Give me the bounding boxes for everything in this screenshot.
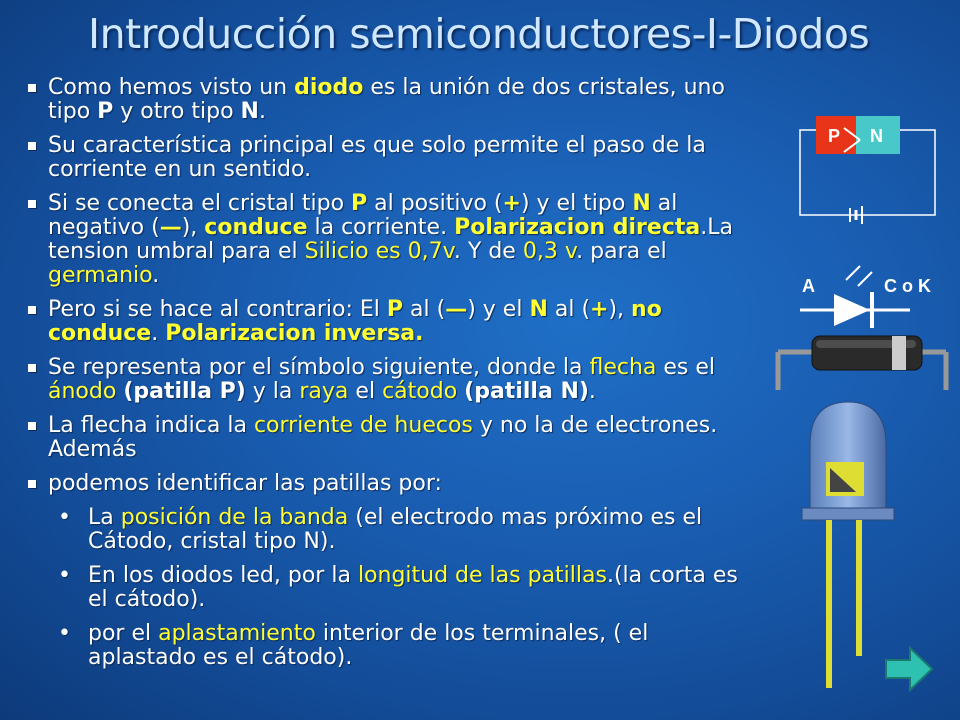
bullet-item — [24, 134, 744, 182]
highlight-text: Polarizacion inversa. — [165, 321, 424, 346]
text-run: podemos identificar las patillas por: — [48, 471, 442, 496]
n-label: N — [870, 126, 883, 146]
text-run: el — [348, 379, 383, 404]
highlight-text: Silicio es 0,7v — [304, 239, 454, 264]
highlight-text: + — [590, 297, 609, 322]
bullet-item — [24, 414, 744, 462]
bullet-item — [24, 356, 744, 404]
highlight-text: P — [386, 297, 404, 322]
highlight-text: P — [351, 191, 368, 216]
anode-label: A — [802, 276, 815, 296]
text-run: interior de los terminales, ( el aplastado es el cátodo). — [88, 621, 649, 670]
text-run: La flecha indica la — [48, 413, 254, 438]
highlight-text: diodo — [294, 75, 364, 100]
text-run: . para el — [576, 239, 667, 264]
dot-bullet-icon: • — [58, 505, 71, 530]
dot-bullet-icon: • — [58, 563, 71, 588]
text-run: . — [258, 99, 266, 124]
text-run: ), — [181, 215, 205, 240]
highlight-text: cátodo — [382, 379, 458, 404]
text-run: al ( — [547, 297, 591, 322]
pn-circuit-diagram — [800, 116, 935, 224]
bold-text: P — [97, 99, 114, 124]
square-bullet-icon — [28, 480, 36, 488]
square-bullet-icon — [28, 364, 36, 372]
dot-bullet-icon: • — [58, 621, 71, 646]
cathode-band — [892, 336, 906, 370]
highlight-text: 0,3 v — [522, 239, 577, 264]
bullet-item — [24, 298, 744, 346]
text-run: . — [151, 321, 166, 346]
sub-bullet-item — [24, 506, 744, 554]
highlight-text: ánodo — [48, 379, 117, 404]
highlight-text: posición de la banda — [120, 505, 349, 530]
axial-diode — [778, 336, 946, 390]
highlight-text: + — [502, 191, 521, 216]
bullet-item — [24, 192, 744, 288]
diode-triangle — [834, 294, 870, 326]
text-run: Si se conecta el cristal tipo — [48, 191, 352, 216]
text-run: ), — [608, 297, 632, 322]
highlight-text: corriente de huecos — [253, 413, 473, 438]
highlight-text: — — [445, 297, 468, 322]
text-run: (el electrodo mas próximo es el Cátodo, cristal tipo N). — [88, 505, 703, 554]
square-bullet-icon — [28, 142, 36, 150]
text-run: es la unión de dos cristales, uno tipo — [48, 75, 725, 124]
square-bullet-icon — [28, 422, 36, 430]
highlight-text: — — [159, 215, 182, 240]
highlight-text: N — [529, 297, 548, 322]
text-run: la corriente. — [307, 215, 455, 240]
text-run: al negativo ( — [48, 191, 678, 240]
text-run: .(la corta es el cátodo). — [88, 563, 738, 612]
text-run: Se representa por el símbolo siguiente, donde la — [48, 355, 590, 380]
highlight-text: flecha — [589, 355, 657, 380]
led-long-lead — [826, 520, 832, 688]
slide-title: Introducción semiconductores-I-Diodos — [88, 10, 870, 58]
light-arrow — [846, 266, 860, 280]
p-label: P — [828, 126, 841, 146]
square-bullet-icon — [28, 306, 36, 314]
text-run: al ( — [403, 297, 446, 322]
text-run: ) y el — [467, 297, 530, 322]
led-rim — [802, 508, 894, 520]
sub-bullet-item — [24, 622, 744, 670]
highlight-text: no conduce — [48, 297, 662, 346]
bold-text: (patilla P) — [123, 379, 246, 404]
bullet-item — [24, 472, 744, 496]
highlight-text: N — [632, 191, 651, 216]
text-run: La — [88, 505, 121, 530]
text-run: y no la de electrones. Además — [48, 413, 718, 462]
text-run: Su característica principal es que solo permite el paso de la corriente en un sentido. — [48, 133, 706, 182]
square-bullet-icon — [28, 200, 36, 208]
bold-text: N — [240, 99, 259, 124]
text-run: Pero si se hace al contrario: El — [48, 297, 387, 322]
text-run: ) y el tipo — [520, 191, 633, 216]
light-arrow — [858, 272, 872, 286]
text-run: .La tension umbral para el — [48, 215, 733, 264]
text-run: Como hemos visto un — [48, 75, 295, 100]
text-run: es el — [656, 355, 716, 380]
text-run: . — [588, 379, 596, 404]
sub-bullet-item — [24, 564, 744, 612]
led-illustration — [802, 402, 894, 688]
highlight-text: conduce — [204, 215, 308, 240]
cathode-label: C o K — [884, 276, 931, 296]
text-run: al positivo ( — [367, 191, 503, 216]
diode-illustrations — [770, 100, 960, 700]
square-bullet-icon — [28, 84, 36, 92]
highlight-text: Polarizacion directa — [454, 215, 701, 240]
bullet-item — [24, 76, 744, 124]
led-short-lead — [856, 520, 862, 656]
bold-text: (patilla N) — [464, 379, 589, 404]
text-run: por el — [88, 621, 159, 646]
text-run: . Y de — [453, 239, 523, 264]
highlight-text: aplastamiento — [158, 621, 323, 646]
text-run: En los diodos led, por la — [88, 563, 358, 588]
text-run: y otro tipo — [113, 99, 241, 124]
next-arrow-icon[interactable] — [884, 646, 934, 692]
highlight-text: longitud de las patillas — [357, 563, 607, 588]
slide-content — [24, 76, 744, 680]
text-run: . — [152, 263, 160, 288]
highlight-text: raya — [299, 379, 349, 404]
text-run: y la — [245, 379, 300, 404]
diode-symbol — [800, 266, 931, 328]
highlight-text: germanio — [48, 263, 153, 288]
